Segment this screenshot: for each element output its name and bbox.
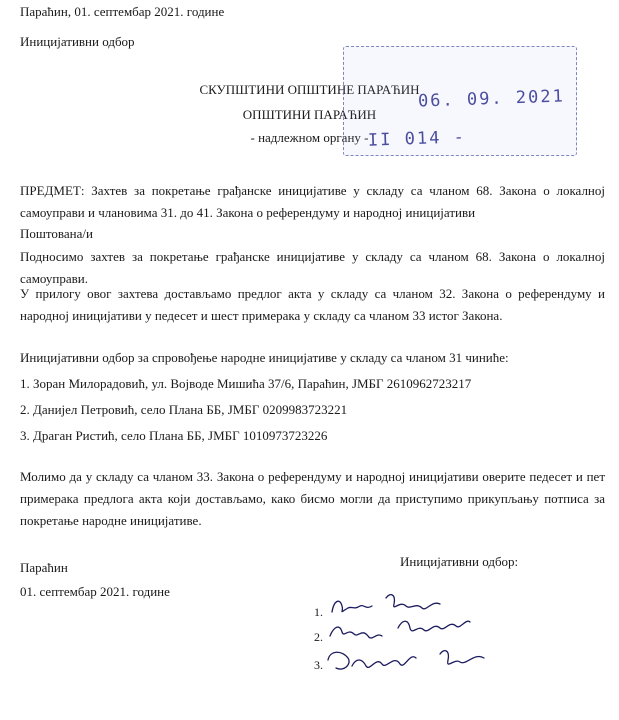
signature-3 xyxy=(328,651,484,669)
signature-number: 3. xyxy=(314,658,323,672)
committee-member: 3. Драган Ристић, село Плана ББ, ЈМБГ 1010973723226 xyxy=(20,428,328,443)
recipient-municipality: ОПШТИНИ ПАРАЋИН xyxy=(242,107,377,122)
sender-line: Иницијативни одбор xyxy=(20,34,135,49)
committee-intro: Иницијативни одбор за спровођење народне иницијативе у складу са чланом 31 чиниће: xyxy=(20,350,509,365)
body-paragraph-2: У прилогу овог захтева достављамо предлог акта у складу са чланом 32. Закона о референдуму и народној иницијативи у педесет и шест примерака у складу са чланом 33 истог Закона. xyxy=(20,286,605,323)
recipient-authority: - надлежном органу - xyxy=(250,130,369,145)
committee-member: 1. Зоран Милорадовић, ул. Војводе Мишића 37/6, Параћин, ЈМБГ 2610962723217 xyxy=(20,376,472,391)
footer-place: Параћин xyxy=(20,560,68,575)
closing-paragraph: Молимо да у складу са чланом 33. Закона о референдуму и народној иницијативи оверите педесет и пет примерака предлога акта који достављамо, како бисмо могли да приступимо прикупљању потписа за покретање народне иницијативе. xyxy=(20,469,605,528)
signature-number: 2. xyxy=(314,630,323,644)
handwritten-signatures xyxy=(290,588,530,688)
signature-number: 1. xyxy=(314,605,323,619)
body-paragraph-1: Подносимо захтев за покретање грађанске иницијативе у складу са чланом 68. Закона о локалној самоуправи. xyxy=(20,249,605,286)
footer-date: 01. септембар 2021. године xyxy=(20,584,170,599)
subject-line: ПРЕДМЕТ: Захтев за покретање грађанске иницијативе у складу са чланом 68. Закона о локалној самоуправи и члановима 31. до 41. Закона о референдуму и народној иницијативи xyxy=(20,183,605,220)
place-date-header: Параћин, 01. септембар 2021. године xyxy=(20,4,225,19)
stamp-date: 06. 09. 2021 xyxy=(417,86,566,112)
recipient-assembly: СКУПШТИНИ ОПШТИНЕ ПАРАЋИН xyxy=(199,82,420,97)
signature-1 xyxy=(332,595,440,612)
signature-2 xyxy=(330,621,470,638)
committee-signature-label: Иницијативни одбор: xyxy=(400,554,519,569)
committee-member: 2. Данијел Петровић, село Плана ББ, ЈМБГ 0209983723221 xyxy=(20,402,348,417)
receipt-stamp xyxy=(343,46,577,156)
salutation: Поштована/и xyxy=(20,226,93,241)
stamp-number: II 014 - xyxy=(367,127,467,151)
